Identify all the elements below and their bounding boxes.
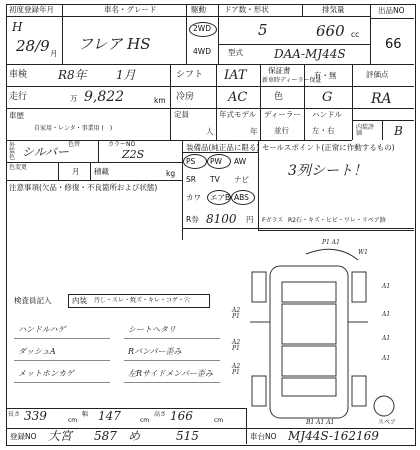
capacity-label: 定員	[174, 110, 189, 119]
history-options: 自家用・レンタ・事業用 ( )	[34, 125, 113, 132]
drive-2wd: 2WD	[193, 24, 211, 33]
r-label: R券	[186, 215, 199, 224]
chassis-label: 車台NO	[250, 432, 277, 441]
shift-label: シフト	[176, 70, 204, 80]
diagram-right-3: A1	[382, 335, 391, 342]
history-label: 車歴	[9, 111, 24, 120]
doors-label: ドア数・形状	[224, 5, 269, 14]
era-mark: H	[12, 20, 23, 34]
inspector-note: ダッシュA	[18, 347, 56, 356]
doors-value: 5	[258, 21, 268, 39]
dealer-label: ディーラー	[264, 110, 301, 119]
equipment-item: ナビ	[234, 175, 249, 184]
r-value: 8100	[206, 212, 237, 226]
inspector-note: ハンドルハゲ	[18, 325, 66, 334]
equipment-item: エアB	[210, 193, 231, 202]
color-label: 色	[274, 92, 284, 102]
model-label: 型式	[228, 48, 243, 57]
warranty-label: 保証書	[268, 66, 291, 75]
shaken-month: 1月	[116, 68, 136, 82]
windshield-value: R2石・キズ・ヒビ・ワレ・リペア跡	[288, 217, 386, 224]
inspector-tab-interior: 内装	[72, 296, 87, 305]
inspector-label: 検査員記入	[14, 296, 52, 305]
drive-label: 駆動	[191, 5, 206, 14]
diagram-w1: W1	[358, 249, 368, 256]
length-cm: cm	[68, 417, 78, 424]
reg-date: 28/9	[16, 37, 50, 55]
model-code: DAA-MJ44S	[274, 47, 346, 61]
equipment-item: TV	[210, 175, 220, 184]
notes-label: 注意事項(欠品・修復・不良箇所および状態)	[9, 183, 158, 192]
width-cm: cm	[140, 417, 150, 424]
color-value: G	[322, 90, 333, 105]
shaken-value: R8年	[58, 68, 87, 82]
interior-label: 内装評価	[356, 124, 375, 137]
cc-unit: cc	[351, 30, 360, 39]
equipment-item: ABS	[234, 193, 249, 202]
color-change-label: 色替	[68, 141, 81, 148]
inspector-note: シートヘタリ	[128, 325, 176, 334]
sales-note: 3列シート！	[288, 163, 367, 179]
height-value: 166	[170, 409, 193, 423]
diagram-left-3: A2 P1	[232, 363, 241, 376]
car-name-value: フレア HS	[78, 35, 151, 53]
inspector-tab-items: 汚し・スレ・焼ズ・キレ・コゲ・穴	[94, 297, 190, 304]
diagram-top-label: P1 A1	[322, 239, 340, 246]
diagram-right-1: A1	[382, 283, 391, 290]
dealer-value: 並行	[274, 126, 289, 135]
car-name-label: 車名・グレード	[104, 5, 157, 14]
color-no-label: カラーNO	[108, 141, 136, 148]
diagram-bottom-label: B1 A1 A1	[306, 419, 335, 426]
aircon-value: AC	[228, 90, 248, 105]
equipment-item: PW	[210, 157, 222, 166]
chassis-value: MJ44S-162169	[288, 429, 379, 443]
equipment-item: PS	[186, 157, 196, 166]
reg-class: 587	[94, 429, 117, 443]
capacity-unit: 人	[206, 127, 214, 136]
inspector-note: Rバンパー歪み	[128, 347, 182, 356]
lot-label: 出品NO	[378, 6, 405, 15]
ext-color-value: シルバー	[22, 145, 69, 159]
windshield-label: Fガラス	[262, 217, 284, 224]
aircon-label: 冷房	[176, 92, 195, 102]
loading-unit: kg	[166, 169, 176, 178]
loading-label: 積載	[94, 167, 109, 176]
equipment-label: 装備品(純正品に限る)	[186, 143, 260, 152]
ext-color-label: 外装色	[9, 142, 16, 161]
diagram-right-2: A1	[382, 311, 391, 318]
height-label: 高さ	[154, 411, 167, 418]
width-value: 147	[98, 409, 121, 423]
reg-area: 大宮	[48, 429, 73, 443]
handle-value: 左・右	[312, 126, 335, 135]
r-unit: 円	[246, 215, 254, 224]
color-no-value: Z2S	[122, 148, 145, 161]
mileage-label: 走行	[9, 92, 28, 102]
length-value: 339	[24, 409, 47, 423]
reg-kana: め	[128, 429, 141, 443]
mileage-value: 9,822	[84, 89, 125, 105]
sales-label: セールスポイント(正常に作動するもの)	[262, 143, 395, 152]
length-label: 長さ	[8, 411, 21, 418]
displacement-value: 660	[316, 22, 345, 40]
width-label: 幅	[82, 411, 89, 418]
reg-num: 515	[176, 429, 199, 443]
drive-4wd: 4WD	[193, 47, 211, 56]
km-unit: km	[154, 96, 166, 105]
inspector-note: 左Rサイドメンバー歪み	[128, 369, 213, 378]
recolor-label: 色変更	[9, 164, 28, 171]
eval-label: 評価点	[366, 70, 389, 79]
diagram-right-4: A1	[382, 355, 391, 362]
equipment-item: カワ	[186, 193, 201, 202]
diagram-left-2: A2 P1	[232, 339, 241, 352]
warranty-sub: 新車時ディーラー保証	[262, 77, 322, 84]
warranty-value: 有・無	[314, 71, 337, 80]
year-model-unit: 年	[250, 127, 258, 136]
height-cm: cm	[214, 417, 224, 424]
reg-no-label: 登録NO	[10, 432, 37, 441]
year-model-label: 年式モデル	[219, 110, 257, 119]
lot-number: 66	[385, 37, 402, 52]
displacement-label: 排気量	[322, 5, 345, 14]
spare-label: スペア	[378, 419, 397, 426]
inspector-note: メットホンカゲ	[18, 369, 74, 378]
recolor-month: 月	[72, 167, 80, 176]
eval-value: RA	[371, 91, 392, 107]
handle-label: ハンドル	[312, 110, 342, 119]
mileage-unit: 万	[70, 94, 78, 103]
shift-value: IAT	[224, 68, 247, 83]
first-reg-label: 初度登録年月	[9, 5, 54, 14]
equipment-item: SR	[186, 175, 196, 184]
interior-value: B	[394, 124, 403, 138]
car-damage-diagram	[6, 4, 416, 446]
equipment-item: AW	[234, 157, 247, 166]
month-mark: 月	[50, 49, 58, 58]
shaken-label: 車検	[9, 70, 28, 80]
diagram-left-1: A2 P1	[232, 307, 241, 320]
